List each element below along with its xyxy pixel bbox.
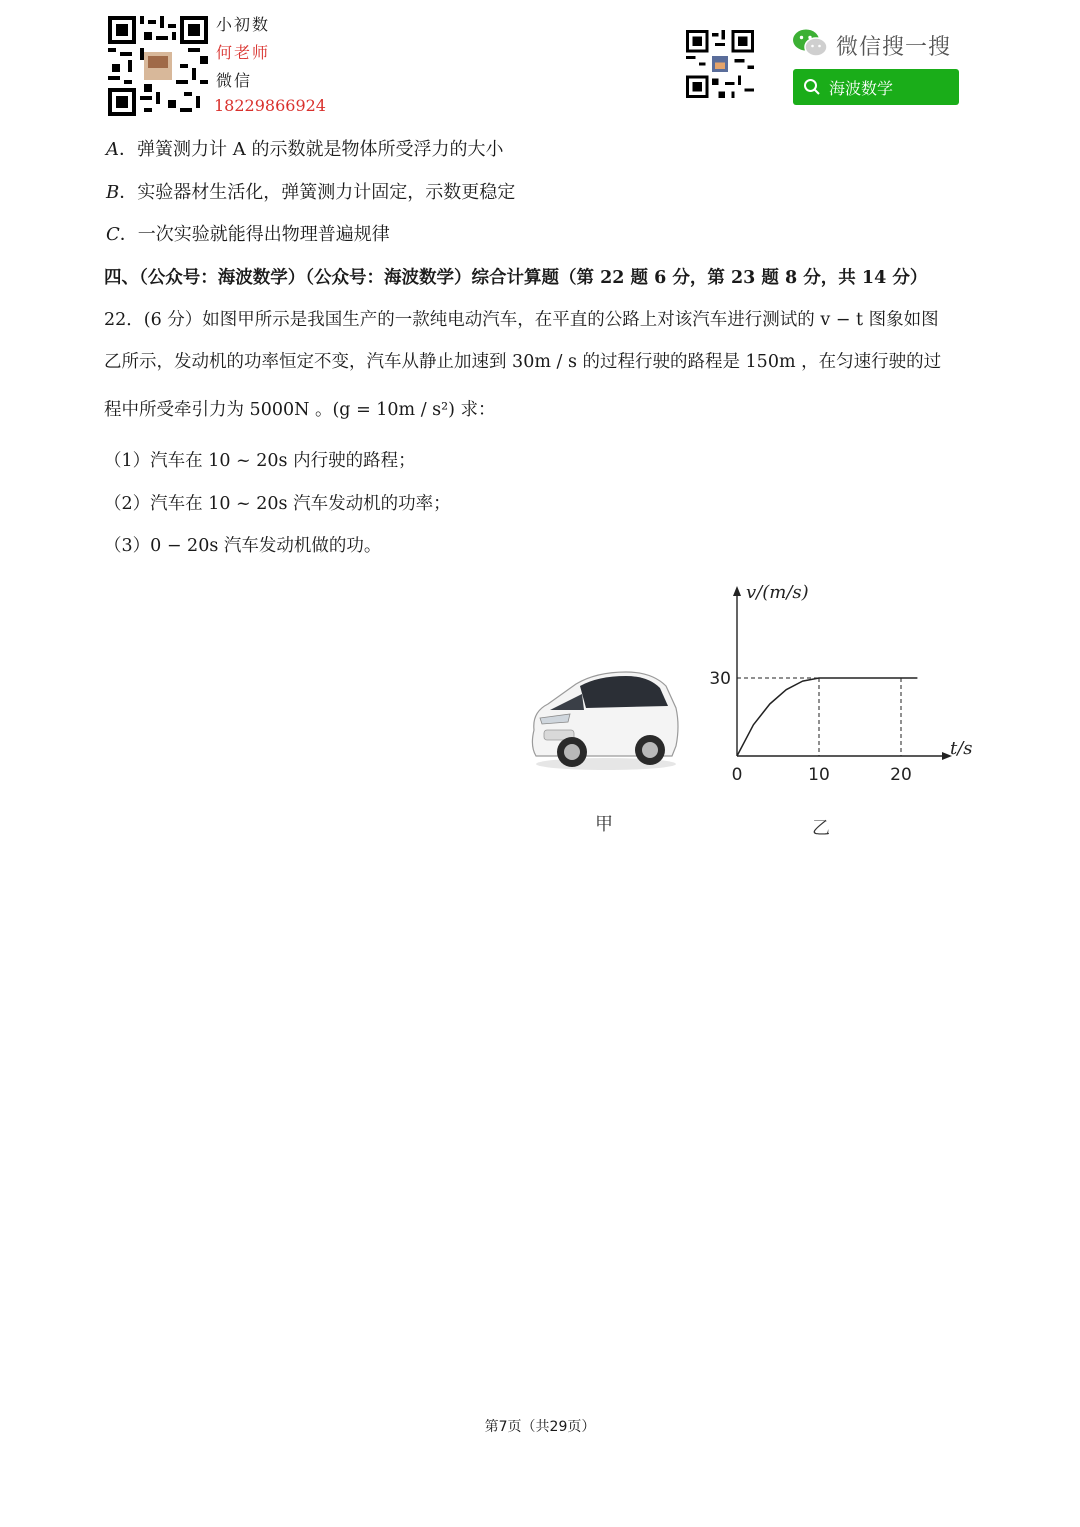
- qr-code-right: [686, 30, 754, 98]
- search-button-label: 海波数学: [829, 78, 894, 98]
- option-b-letter: B: [106, 182, 120, 203]
- question-line-2: 乙所示，发动机的功率恒定不变，汽车从静止加速到 30m / s 的过程行驶的路程是 150m ，在匀速行驶的过: [104, 352, 942, 372]
- contact-line-2: 何老师: [216, 43, 271, 62]
- wechat-search-title: 微信搜一搜: [836, 35, 952, 60]
- option-a-text: ．弹簧测力计 A 的示数就是物体所受浮力的大小: [119, 139, 504, 160]
- contact-phone: 18229866924: [214, 96, 326, 115]
- qr-code-left: [108, 16, 208, 116]
- question-line-3: 程中所受牵引力为 5000N 。(g = 10m / s²) 求：: [104, 400, 496, 420]
- caption-yi: 乙: [812, 818, 830, 839]
- search-icon: [803, 78, 821, 96]
- contact-line-1: 小初数: [216, 15, 271, 34]
- x-tick-label-20: 20: [890, 765, 912, 785]
- option-a-letter: A: [106, 139, 119, 160]
- sub-question-1: （1）汽车在 10 ~ 20s 内行驶的路程；: [104, 451, 416, 471]
- x-axis-label: t/s: [950, 738, 973, 759]
- car-illustration: [526, 660, 682, 772]
- option-c-letter: C: [106, 224, 120, 245]
- option-c: [106, 221, 390, 249]
- velocity-curve: [737, 678, 917, 756]
- x-tick-label-10: 10: [808, 765, 830, 785]
- option-b: [106, 179, 515, 207]
- section-title: 四、（公众号：海波数学）（公众号：海波数学）综合计算题（第 22 题 6 分，第 23 题 8 分，共 14 分）: [104, 268, 928, 288]
- question-line-1: 22．(6 分）如图甲所示是我国生产的一款纯电动汽车，在平直的公路上对该汽车进行测试的 v − t 图象如图: [104, 310, 939, 330]
- wechat-logo-icon: [792, 28, 828, 58]
- option-b-text: ．实验器材生活化，弹簧测力计固定，示数更稳定: [119, 182, 516, 203]
- option-c-text: ．一次实验就能得出物理普遍规律: [119, 224, 390, 245]
- option-a: [106, 136, 503, 164]
- y-tick-label-30: 30: [709, 669, 731, 689]
- sub-question-2: （2）汽车在 10 ~ 20s 汽车发动机的功率；: [104, 494, 451, 514]
- x-tick-label-0: 0: [731, 765, 743, 785]
- page-number: 第7页（共29页）: [484, 1419, 596, 1435]
- caption-jia: 甲: [595, 814, 613, 835]
- vt-chart: [700, 576, 990, 796]
- search-button[interactable]: [793, 69, 959, 105]
- y-axis-label: v/(m/s): [746, 582, 809, 603]
- y-axis-arrow: [733, 586, 741, 596]
- contact-line-3: 微信: [216, 71, 253, 90]
- sub-question-3: （3）0 − 20s 汽车发动机做的功。: [104, 536, 382, 556]
